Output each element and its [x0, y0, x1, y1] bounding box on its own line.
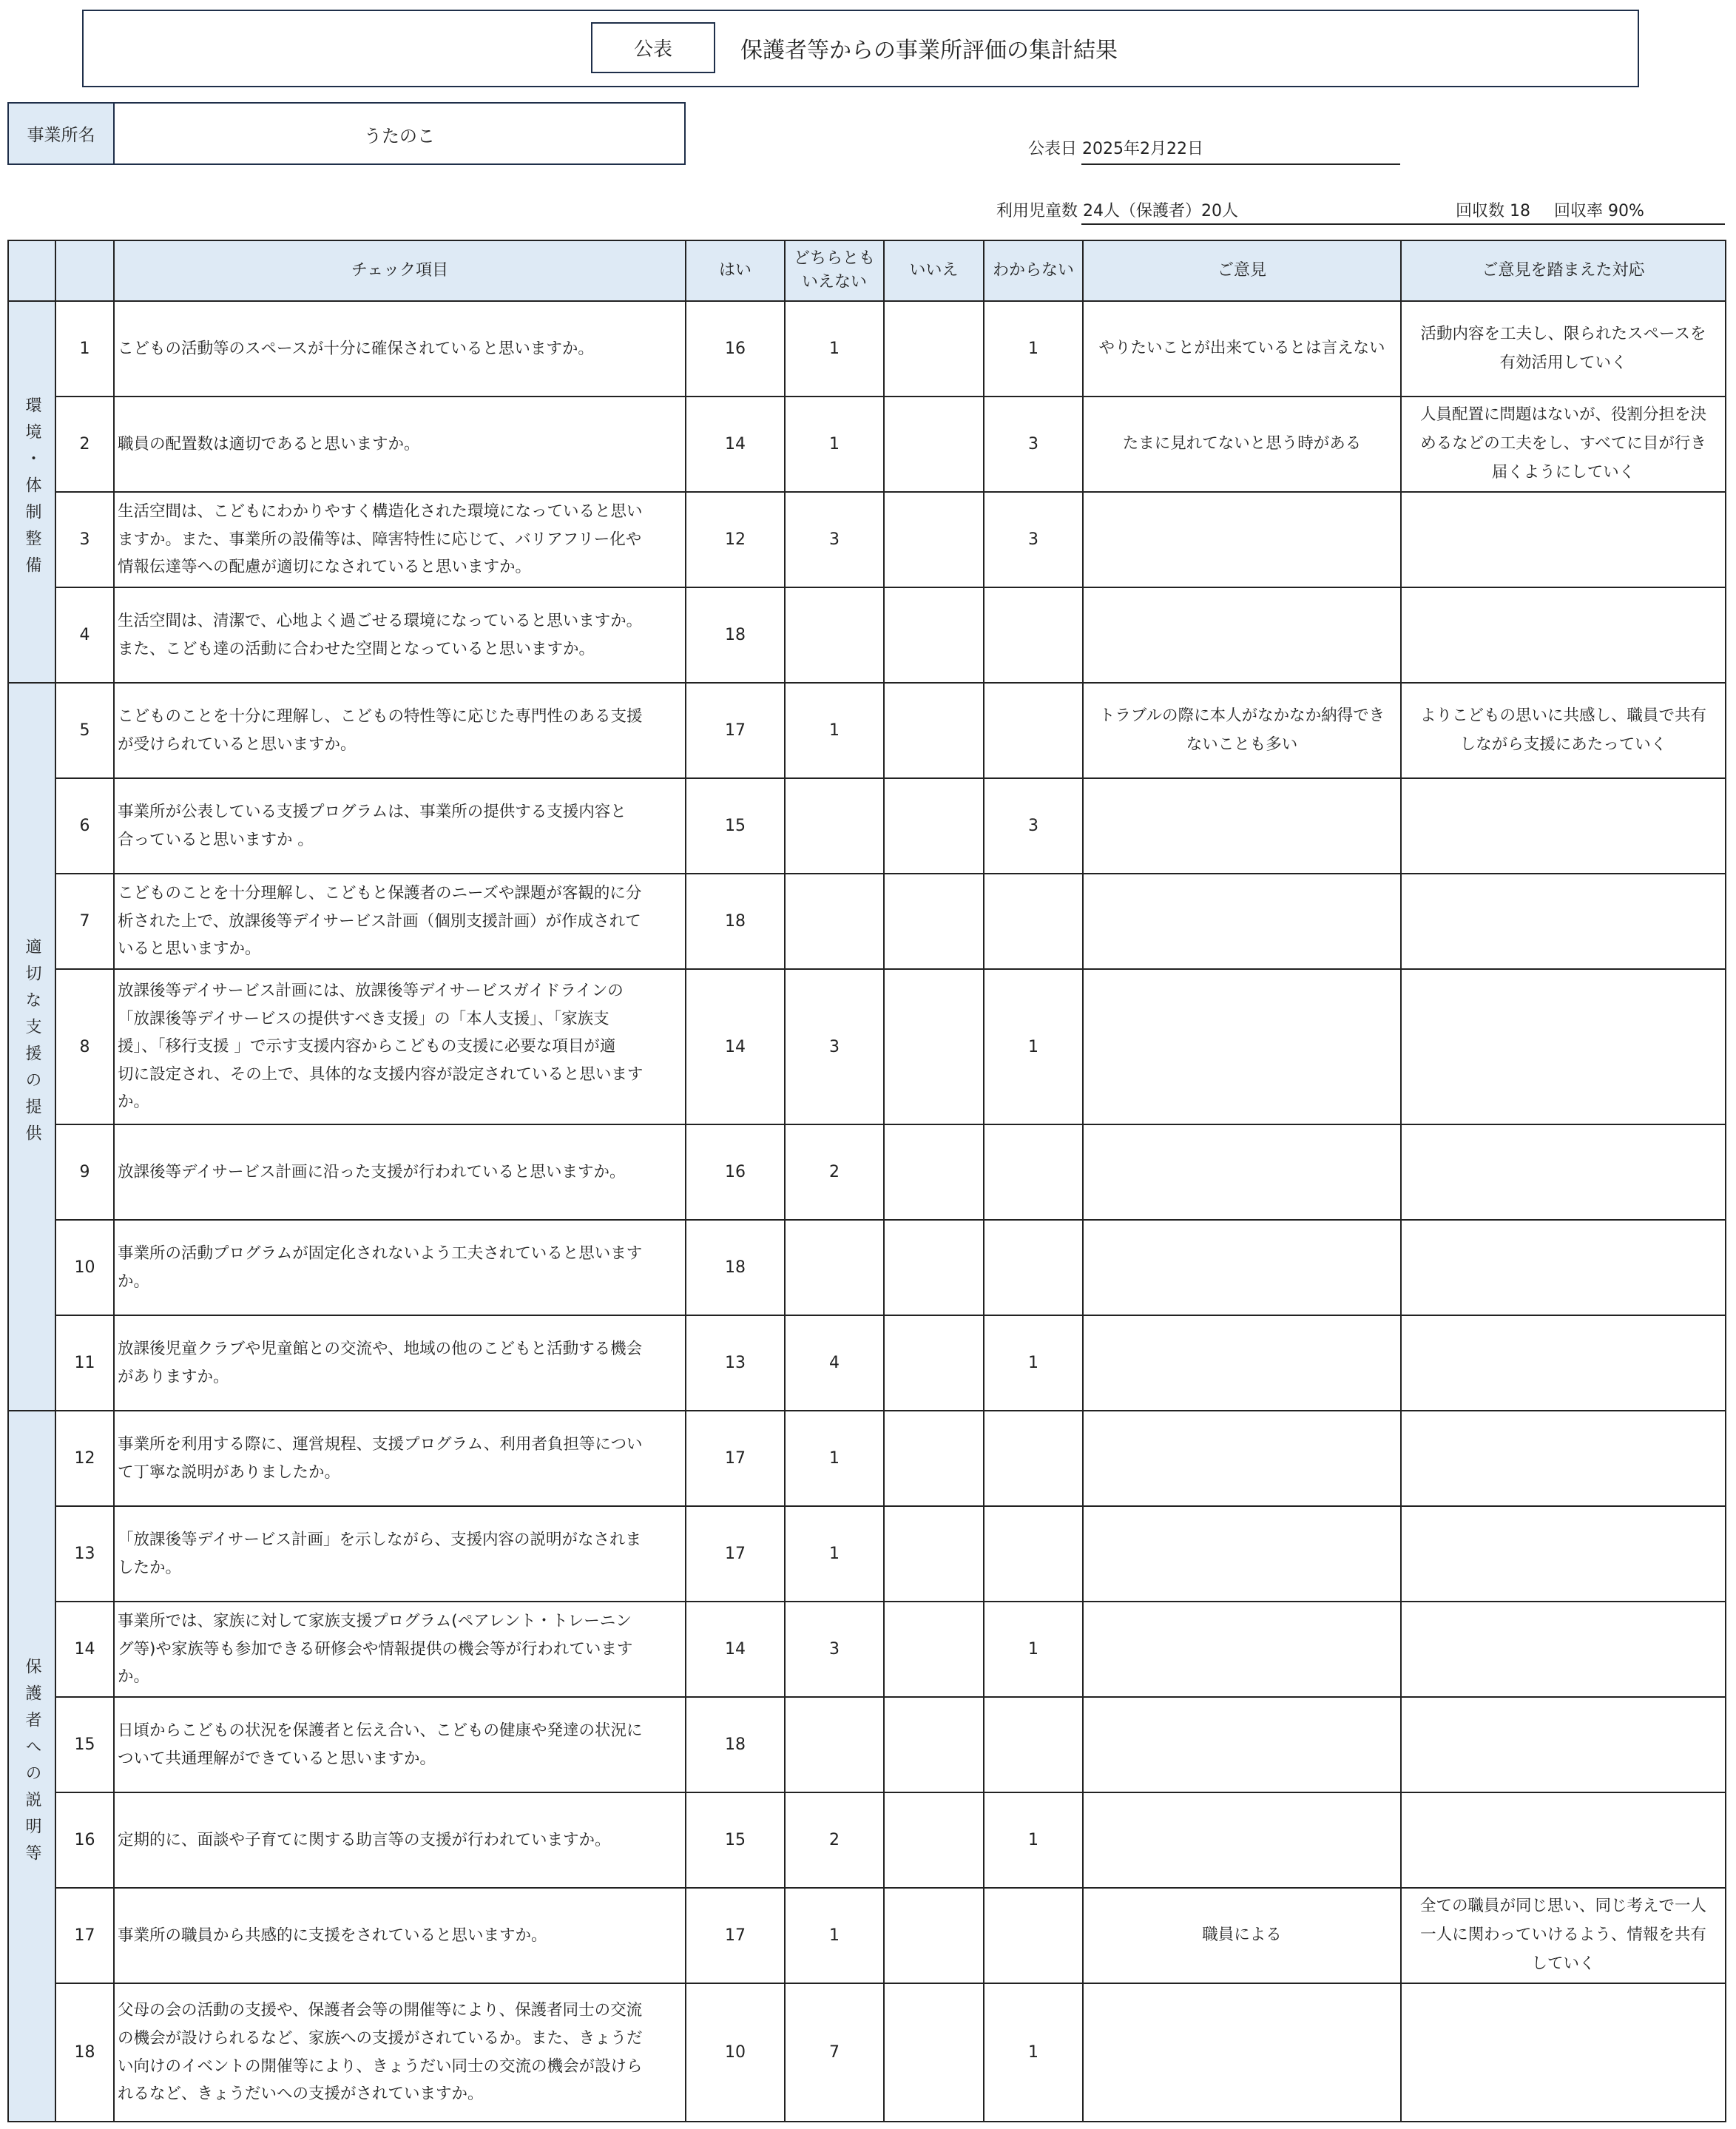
check-item-text	[114, 1315, 686, 1411]
response-cell	[1401, 301, 1726, 397]
count-unknown: 1	[984, 1602, 1083, 1697]
count-no	[884, 778, 984, 874]
check-item-line: 生活空間は、こどもにわかりやすく構造化された環境になっていると思い	[118, 502, 643, 522]
table-row	[8, 397, 1726, 492]
opinion-line: ないことも多い	[1186, 735, 1298, 754]
header-neither-line2: いえない	[801, 273, 867, 291]
count-yes: 14	[686, 969, 785, 1124]
count-no	[884, 1220, 984, 1315]
check-item-line: グ等)や家族等も参加できる研修会や情報提供の機会等が行われています	[118, 1639, 633, 1659]
check-item-text	[114, 301, 686, 397]
item-number: 13	[55, 1506, 114, 1602]
stats-underline	[1081, 223, 1725, 225]
check-item-line: したか。	[118, 1558, 182, 1577]
collection-rate: 回収率 90%	[1554, 202, 1644, 220]
opinion-cell	[1083, 397, 1401, 492]
check-item-line: ついて共通理解ができていると思いますか。	[118, 1749, 436, 1768]
count-no	[884, 683, 984, 778]
check-item-line: こどものことを十分に理解し、こどもの特性等に応じた専門性のある支援	[118, 706, 643, 726]
opinion-cell	[1083, 1411, 1401, 1506]
count-neither: 3	[785, 1602, 884, 1697]
publish-badge: 公表	[591, 22, 715, 73]
check-item-line: 事業所を利用する際に、運営規程、支援プログラム、利用者負担等につい	[118, 1434, 643, 1454]
count-unknown	[984, 1506, 1083, 1602]
office-name: うたのこ	[364, 126, 435, 146]
table-row	[8, 1792, 1726, 1888]
count-unknown: 3	[984, 492, 1083, 587]
item-number: 17	[55, 1888, 114, 1983]
count-yes: 17	[686, 1888, 785, 1983]
response-line: していく	[1531, 1954, 1595, 1973]
opinion-cell	[1083, 1506, 1401, 1602]
check-item-line: こどものことを十分理解し、こどもと保護者のニーズや課題が客観的に分	[118, 884, 642, 903]
check-item-line: 生活空間は、清潔で、心地よく過ごせる環境になっていると思いますか。	[118, 611, 643, 630]
check-item-line: 事業所の活動プログラムが固定化されないよう工夫されていると思います	[118, 1244, 643, 1263]
item-number: 16	[55, 1792, 114, 1888]
evaluation-table	[7, 240, 1726, 2122]
count-neither: 1	[785, 1888, 884, 1983]
count-yes: 18	[686, 1220, 785, 1315]
check-item-text	[114, 874, 686, 969]
response-line: よりこどもの思いに共感し、職員で共有	[1419, 706, 1706, 725]
check-item-line: 放課後等デイサービス計画に沿った支援が行われていると思いますか。	[118, 1162, 626, 1181]
table-row	[8, 1506, 1726, 1602]
page-title: 保護者等からの事業所評価の集計結果	[740, 37, 1118, 64]
count-unknown: 3	[984, 778, 1083, 874]
header-yes: はい	[686, 240, 785, 301]
count-no	[884, 1697, 984, 1792]
count-yes: 14	[686, 1602, 785, 1697]
opinion-cell	[1083, 1124, 1401, 1220]
count-neither: 2	[785, 1124, 884, 1220]
check-item-text	[114, 1697, 686, 1792]
count-no	[884, 1983, 984, 2122]
table-row	[8, 1315, 1726, 1411]
table-row	[8, 778, 1726, 874]
opinion-cell	[1083, 492, 1401, 587]
check-item-line: こどもの活動等のスペースが十分に確保されていると思いますか。	[118, 339, 594, 358]
count-neither: 1	[785, 301, 884, 397]
check-item-text	[114, 492, 686, 587]
check-item-line: 父母の会の活動の支援や、保護者会等の開催等により、保護者同士の交流	[118, 2001, 643, 2020]
opinion-cell	[1083, 778, 1401, 874]
check-item-line: 合っていると思いますか 。	[118, 830, 314, 849]
count-no	[884, 1411, 984, 1506]
count-unknown	[984, 874, 1083, 969]
check-item-text	[114, 1888, 686, 1983]
header-opinion: ご意見	[1083, 240, 1401, 301]
opinion-cell	[1083, 1888, 1401, 1983]
title-box	[82, 10, 1639, 87]
count-neither: 2	[785, 1792, 884, 1888]
category-cell	[8, 1411, 55, 2122]
count-unknown	[984, 683, 1083, 778]
response-line: 有効活用していく	[1499, 353, 1627, 372]
count-yes: 18	[686, 587, 785, 683]
count-yes: 18	[686, 874, 785, 969]
check-item-line: 援」、「移行支援 」で示す支援内容からこどもの支援に必要な項目が適	[118, 1037, 616, 1056]
item-number: 7	[55, 874, 114, 969]
check-item-line: か。	[118, 1272, 150, 1291]
check-item-line: 放課後児童クラブや児童館との交流や、地域の他のこどもと活動する機会	[118, 1339, 643, 1358]
check-item-line: 析された上で、放課後等デイサービス計画（個別支援計画）が作成されて	[118, 911, 641, 931]
check-item-line: 情報伝達等への配慮が適切になされていると思いますか。	[118, 558, 532, 577]
check-item-line: て丁寧な説明がありましたか。	[118, 1462, 341, 1482]
count-no	[884, 874, 984, 969]
count-neither: 1	[785, 1506, 884, 1602]
check-item-text	[114, 969, 686, 1124]
header-number	[55, 240, 114, 301]
count-no	[884, 1602, 984, 1697]
check-item-line: いると思いますか。	[118, 939, 261, 959]
opinion-line: たまに見れてないと思う時がある	[1122, 434, 1362, 453]
collected-count: 回収数 18	[1456, 202, 1530, 220]
response-cell	[1401, 1888, 1726, 1983]
response-cell	[1401, 1124, 1726, 1220]
response-line: 人員配置に問題はないが、役割分担を決	[1419, 405, 1706, 425]
item-number: 2	[55, 397, 114, 492]
item-number: 6	[55, 778, 114, 874]
table-row	[8, 1220, 1726, 1315]
check-item-text	[114, 683, 686, 778]
check-item-line: の機会が設けられるなど、家族への支援がされているか。また、きょうだ	[118, 2028, 643, 2048]
check-item-text	[114, 1506, 686, 1602]
category-label: 環境・体制整備	[23, 397, 41, 583]
response-cell	[1401, 683, 1726, 778]
category-label: 保護者への説明等	[23, 1657, 41, 1871]
count-unknown: 1	[984, 969, 1083, 1124]
check-item-text	[114, 778, 686, 874]
opinion-cell	[1083, 1602, 1401, 1697]
count-neither	[785, 1220, 884, 1315]
response-line: 届くようにしていく	[1491, 462, 1635, 482]
item-number: 4	[55, 587, 114, 683]
count-no	[884, 301, 984, 397]
check-item-text	[114, 1792, 686, 1888]
check-item-line: が受けられていると思いますか。	[118, 735, 357, 754]
response-cell	[1401, 1411, 1726, 1506]
response-line: 一人に関わっていけるよう、情報を共有	[1420, 1926, 1706, 1945]
response-line: 全ての職員が同じ思い、同じ考えで一人	[1419, 1897, 1706, 1916]
table-row	[8, 969, 1726, 1124]
category-cell	[8, 301, 55, 683]
count-unknown: 1	[984, 1983, 1083, 2122]
table-row	[8, 1697, 1726, 1792]
header-category	[8, 240, 55, 301]
check-item-line: 切に設定され、その上で、具体的な支援内容が設定されていると思います	[118, 1064, 644, 1084]
count-unknown	[984, 1220, 1083, 1315]
office-name-box	[7, 102, 686, 165]
publication-date-underline	[1081, 163, 1400, 165]
count-unknown: 1	[984, 301, 1083, 397]
check-item-line: 職員の配置数は適切であると思いますか。	[118, 434, 420, 453]
item-number: 15	[55, 1697, 114, 1792]
count-neither: 1	[785, 397, 884, 492]
item-number: 9	[55, 1124, 114, 1220]
check-item-text	[114, 397, 686, 492]
table-row	[8, 1888, 1726, 1983]
count-unknown	[984, 587, 1083, 683]
check-item-line: か。	[118, 1093, 150, 1112]
opinion-cell	[1083, 874, 1401, 969]
table-row	[8, 1602, 1726, 1697]
opinion-cell	[1083, 969, 1401, 1124]
count-neither	[785, 587, 884, 683]
count-neither: 4	[785, 1315, 884, 1411]
item-number: 12	[55, 1411, 114, 1506]
office-label: 事業所名	[9, 104, 115, 163]
check-item-text	[114, 1220, 686, 1315]
count-neither: 1	[785, 683, 884, 778]
opinion-cell	[1083, 1220, 1401, 1315]
response-cell	[1401, 874, 1726, 969]
table-row	[8, 492, 1726, 587]
count-unknown	[984, 1888, 1083, 1983]
table-row	[8, 1411, 1726, 1506]
check-item-line: ますか。また、事業所の設備等は、障害特性に応じて、バリアフリー化や	[118, 530, 642, 549]
opinion-cell	[1083, 1983, 1401, 2122]
count-neither: 3	[785, 969, 884, 1124]
response-cell	[1401, 1697, 1726, 1792]
table-row	[8, 683, 1726, 778]
response-cell	[1401, 969, 1726, 1124]
count-no	[884, 1888, 984, 1983]
count-unknown	[984, 1697, 1083, 1792]
count-yes: 16	[686, 301, 785, 397]
opinion-line: トラブルの際に本人がなかなか納得でき	[1098, 706, 1385, 725]
check-item-line: 「放課後等デイサービス計画」を示しながら、支援内容の説明がなされま	[118, 1530, 641, 1549]
item-number: 5	[55, 683, 114, 778]
table-body	[8, 301, 1726, 2122]
check-item-line: い向けのイベントの開催等により、きょうだい同士の交流の機会が設けら	[118, 2057, 643, 2076]
opinion-cell	[1083, 1697, 1401, 1792]
count-neither: 7	[785, 1983, 884, 2122]
count-neither	[785, 874, 884, 969]
check-item-line: 定期的に、面談や子育てに関する助言等の支援が行われていますか。	[118, 1830, 611, 1849]
table-row	[8, 1124, 1726, 1220]
table-row	[8, 587, 1726, 683]
response-cell	[1401, 778, 1726, 874]
count-yes: 10	[686, 1983, 785, 2122]
count-yes: 17	[686, 1411, 785, 1506]
check-item-line: れるなど、きょうだいへの支援がされていますか。	[118, 2085, 484, 2104]
opinion-line: やりたいことが出来ているとは言えない	[1098, 339, 1385, 358]
header-no: いいえ	[884, 240, 984, 301]
check-item-line: 事業所では、家族に対して家族支援プログラム(ペアレント・トレーニン	[118, 1612, 632, 1631]
header-neither	[785, 240, 884, 301]
count-no	[884, 1506, 984, 1602]
count-neither	[785, 1697, 884, 1792]
count-yes: 12	[686, 492, 785, 587]
check-item-line: また、こども達の活動に合わせた空間となっていると思いますか。	[118, 639, 595, 658]
response-cell	[1401, 1315, 1726, 1411]
response-line: 活動内容を工夫し、限られたスペースを	[1420, 324, 1706, 343]
header-check-item: チェック項目	[114, 240, 686, 301]
table-row	[8, 874, 1726, 969]
response-cell	[1401, 1220, 1726, 1315]
item-number: 3	[55, 492, 114, 587]
item-number: 14	[55, 1602, 114, 1697]
category-label: 適切な支援の提供	[23, 938, 41, 1151]
count-unknown: 3	[984, 397, 1083, 492]
count-unknown	[984, 1411, 1083, 1506]
evaluation-table-wrap	[7, 240, 1725, 2122]
count-yes: 13	[686, 1315, 785, 1411]
response-cell	[1401, 492, 1726, 587]
response-line: しながら支援にあたっていく	[1459, 735, 1667, 754]
count-no	[884, 587, 984, 683]
check-item-line: 「放課後等デイサービスの提供すべき支援」の「本人支援」、「家族支	[118, 1009, 609, 1028]
count-yes: 15	[686, 1792, 785, 1888]
count-unknown: 1	[984, 1792, 1083, 1888]
count-yes: 17	[686, 683, 785, 778]
item-number: 10	[55, 1220, 114, 1315]
header-unknown: わからない	[984, 240, 1083, 301]
table-row	[8, 301, 1726, 397]
opinion-cell	[1083, 587, 1401, 683]
item-number: 1	[55, 301, 114, 397]
check-item-text	[114, 1602, 686, 1697]
header-neither-line1: どちらとも	[793, 249, 875, 269]
response-cell	[1401, 1602, 1726, 1697]
item-number: 18	[55, 1983, 114, 2122]
count-no	[884, 492, 984, 587]
check-item-line: 放課後等デイサービス計画には、放課後等デイサービスガイドラインの	[118, 981, 624, 1000]
count-yes: 15	[686, 778, 785, 874]
check-item-line: 日頃からこどもの状況を保護者と伝え合い、こどもの健康や発達の状況に	[118, 1721, 643, 1740]
response-line: めるなどの工夫をし、すべてに目が行き	[1420, 434, 1706, 453]
count-no	[884, 969, 984, 1124]
response-cell	[1401, 1792, 1726, 1888]
category-cell	[8, 683, 55, 1411]
table-row	[8, 1983, 1726, 2122]
opinion-cell	[1083, 683, 1401, 778]
check-item-line: 事業所の職員から共感的に支援をされていると思いますか。	[118, 1926, 547, 1945]
response-cell	[1401, 397, 1726, 492]
user-count: 利用児童数 24人（保護者）20人	[996, 202, 1238, 220]
check-item-line: か。	[118, 1667, 150, 1687]
count-yes: 16	[686, 1124, 785, 1220]
count-unknown: 1	[984, 1315, 1083, 1411]
check-item-text	[114, 1411, 686, 1506]
count-yes: 18	[686, 1697, 785, 1792]
opinion-cell	[1083, 301, 1401, 397]
header-response: ご意見を踏まえた対応	[1401, 240, 1726, 301]
count-no	[884, 1792, 984, 1888]
check-item-text	[114, 587, 686, 683]
check-item-text	[114, 1124, 686, 1220]
count-no	[884, 1315, 984, 1411]
opinion-line: 職員による	[1202, 1926, 1282, 1945]
opinion-cell	[1083, 1315, 1401, 1411]
response-cell	[1401, 1983, 1726, 2122]
item-number: 11	[55, 1315, 114, 1411]
count-no	[884, 1124, 984, 1220]
response-cell	[1401, 1506, 1726, 1602]
count-yes: 14	[686, 397, 785, 492]
count-neither	[785, 778, 884, 874]
count-neither: 3	[785, 492, 884, 587]
check-item-text	[114, 1983, 686, 2122]
count-neither: 1	[785, 1411, 884, 1506]
check-item-line: 事業所が公表している支援プログラムは、事業所の提供する支援内容と	[118, 802, 626, 821]
check-item-line: がありますか。	[118, 1367, 229, 1386]
response-cell	[1401, 587, 1726, 683]
count-no	[884, 397, 984, 492]
item-number: 8	[55, 969, 114, 1124]
count-yes: 17	[686, 1506, 785, 1602]
table-header-row	[8, 240, 1726, 301]
publication-date: 公表日 2025年2月22日	[1028, 140, 1203, 158]
count-unknown	[984, 1124, 1083, 1220]
opinion-cell	[1083, 1792, 1401, 1888]
